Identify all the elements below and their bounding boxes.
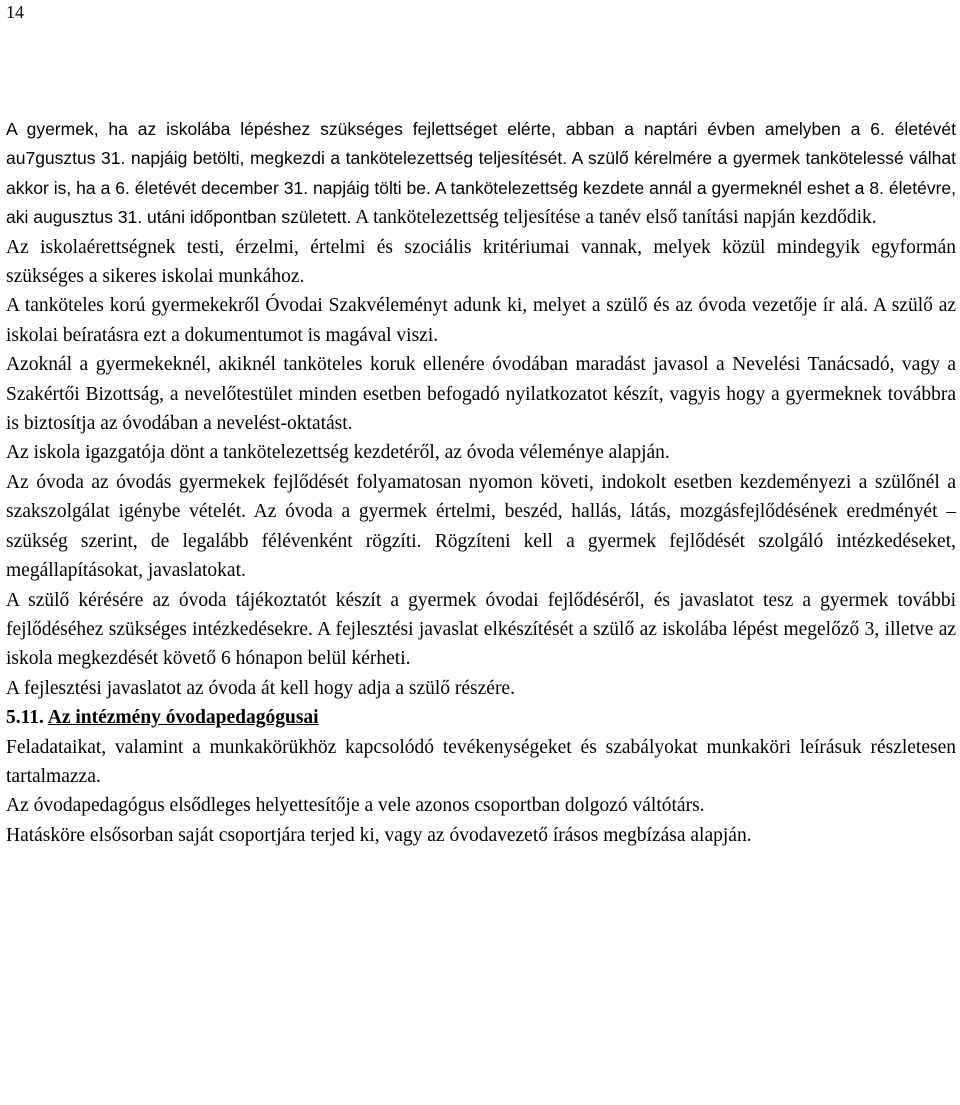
paragraph-duties: Feladataikat, valamint a munkakörükhöz kapcsolódó tevékenységeket és szabályokat munkaköri leírásuk részletesen tartalmazza. [6, 736, 956, 787]
section-heading [6, 703, 956, 732]
intro-serif-text: A tankötelezettség teljesítése a tanév első tanítási napján kezdődik. [351, 207, 877, 229]
intro-sans-text: A gyermek, ha az iskolába lépéshez szükséges fejlettséget elérte, abban a naptári évben amelyben a 6. életévét au7gusztus 31. napjáig betölti, megkezdi a tankötelezettség teljesítését. A szülő kérelmére a gyermek tankötelessé válhat akkor is, ha a 6. életévét december 31. napjáig tölti be. A tankötelezettség kezdete annál a gyermeknél eshet a 8. életévre, aki augusztus 31. utáni időpontban született. [6, 119, 956, 228]
paragraph-readiness: Az iskolaérettségnek testi, érzelmi, értelmi és szociális kritériumai vannak, melyek közül mindegyik egyformán szükséges a sikeres iskolai munkához. [6, 236, 956, 288]
paragraph-development-tracking: Az óvoda az óvodás gyermekek fejlődését folyamatosan nyomon követi, indokolt esetben kezdeményezi a szülőnél a szakszolgálat igénybe vételét. Az óvoda a gyermek értelmi, beszéd, hallás, látás, mozgásfejlődésének eredményét – szükség szerint, de legalább félévenként rögzíti. Rögzíteni kell a gyermek fejlődését szolgáló intézkedéseket, megállapításokat, javaslatokat. [6, 471, 956, 582]
paragraph-school-principal: Az iskola igazgatója dönt a tankötelezettség kezdetéről, az óvoda véleménye alapján. [6, 442, 670, 464]
document-body [6, 115, 956, 850]
section-title: Az intézmény óvodapedagógusai [47, 707, 319, 729]
paragraph-handover: A fejlesztési javaslatot az óvoda át kell hogy adja a szülő részére. [6, 677, 515, 699]
paragraph-substitute: Az óvodapedagógus elsődleges helyettesítője a vele azonos csoportban dolgozó váltótárs. [6, 795, 705, 817]
paragraph-staying-in-kindergarten: Azoknál a gyermekeknél, akiknél tanköteles koruk ellenére óvodában maradást javasol a Nevelési Tanácsadó, vagy a Szakértői Bizottság, a nevelőtestület minden esetben befogadó nyilatkozatot készít, vagyis hogy a gyermeknek továbbra is biztosítja az óvodában a nevelést-oktatást. [6, 354, 956, 435]
paragraph-parent-request: A szülő kérésére az óvoda tájékoztatót készít a gyermek óvodai fejlődéséről, és javaslatot tesz a gyermek további fejlődéséhez szükséges intézkedésekre. A fejlesztési javaslat elkészítését a szülő az iskolába lépést megelőző 3, illetve az iskola megkezdését követő 6 hónapon belül kérheti. [6, 589, 956, 670]
section-number: 5.11. [6, 707, 44, 729]
page-number: 14 [6, 2, 24, 22]
intro-paragraph [6, 115, 956, 233]
paragraph-authority: Hatásköre elsősorban saját csoportjára terjed ki, vagy az óvodavezető írásos megbízása alapján. [6, 824, 752, 846]
paragraph-expert-opinion: A tanköteles korú gyermekekről Óvodai Szakvéleményt adunk ki, melyet a szülő és az óvoda vezetője ír alá. A szülő az iskolai beíratásra ezt a dokumentumot is magával viszi. [6, 295, 956, 346]
